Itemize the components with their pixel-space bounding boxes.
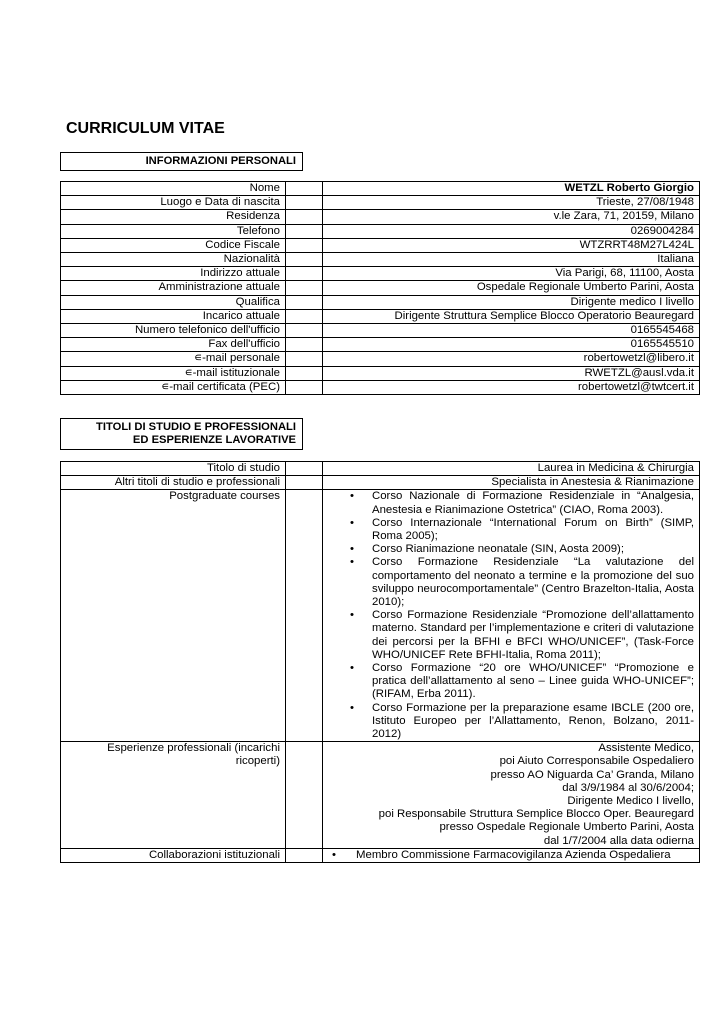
list-item: • Corso Formazione per la preparazione esame IBCLE (200 ore, Istituto Europeo per l’Allattamento, Renon, Bolzano, 2011-2012) — [372, 702, 694, 742]
row-value: Ospedale Regionale Umberto Parini, Aosta — [323, 281, 700, 295]
row-value: Dirigente Struttura Semplice Blocco Operatorio Beauregard — [323, 309, 700, 323]
spacer-cell — [286, 338, 323, 352]
row-label: Nazionalità — [61, 253, 286, 267]
list-item: • Corso Formazione Residenziale “Promozione dell’allattamento materno. Standard per l’implementazione e criteri di valutazione dei percorsi per la BFHI e BFCI WHO/UNICEF”, (Task-Force WHO/UNICEF Rete BFHI-Italia, Roma 2011); — [372, 609, 694, 662]
experience-line: poi Responsabile Struttura Semplice Blocco Oper. Beauregard — [378, 808, 694, 821]
studies-table — [60, 461, 700, 863]
spacer-cell — [286, 182, 323, 196]
row-label: Postgraduate courses — [61, 490, 286, 742]
row-value: Italiana — [323, 253, 700, 267]
list-item: • Corso Nazionale di Formazione Residenziale in “Analgesia, Anestesia e Rianimazione Ostetrica” (CIAO, Roma 2003). — [372, 490, 694, 516]
list-item: • Corso Formazione Residenziale “La valutazione del comportamento del neonato a termine e la promozione del suo sviluppo neurocomportamentale” (Centro Brazelton-Italia, Aosta 2010); — [372, 556, 694, 609]
list-item: • Membro Commissione Farmacovigilanza Azienda Ospedaliera — [356, 849, 694, 862]
row-label: Numero telefonico dell'ufficio — [61, 324, 286, 338]
table-row — [61, 210, 700, 224]
spacer-cell — [286, 352, 323, 366]
experience-line: presso AO Niguarda Ca’ Granda, Milano — [490, 768, 694, 781]
row-label: Luogo e Data di nascita — [61, 196, 286, 210]
spacer-cell — [286, 267, 323, 281]
table-row — [61, 352, 700, 366]
table-row — [61, 196, 700, 210]
section-header-personal — [60, 152, 303, 171]
row-label: Esperienze professionali (incarichi ricoperti) — [61, 742, 286, 849]
row-value: robertowetzl@libero.it — [323, 352, 700, 366]
table-row — [61, 281, 700, 295]
collab-list — [326, 849, 694, 862]
row-label: Collaborazioni istituzionali — [61, 848, 286, 862]
courses-cell — [323, 490, 700, 742]
spacer-cell — [286, 295, 323, 309]
table-row — [61, 490, 700, 742]
table-row — [61, 462, 700, 476]
row-label: Altri titoli di studio e professionali — [61, 476, 286, 490]
row-label: ∊-mail certificata (PEC) — [61, 380, 286, 394]
experience-line: dal 3/9/1984 al 30/6/2004; — [562, 781, 694, 794]
row-value: WTZRRT48M27L424L — [323, 238, 700, 252]
table-row — [61, 848, 700, 862]
spacer-cell — [286, 281, 323, 295]
spacer-cell — [286, 196, 323, 210]
courses-list — [326, 490, 694, 741]
row-value: 0165545468 — [323, 324, 700, 338]
spacer-cell — [286, 210, 323, 224]
spacer-cell — [286, 476, 323, 490]
row-value: Laurea in Medicina & Chirurgia — [323, 462, 700, 476]
table-row — [61, 238, 700, 252]
row-value: v.le Zara, 71, 20159, Milano — [323, 210, 700, 224]
row-value: robertowetzl@twtcert.it — [323, 380, 700, 394]
section-header-personal-text: INFORMAZIONI PERSONALI — [145, 155, 296, 167]
spacer-cell — [286, 462, 323, 476]
spacer-cell — [286, 366, 323, 380]
personal-info-table — [60, 181, 700, 395]
experience-line: presso Ospedale Regionale Umberto Parini, Aosta — [439, 821, 694, 834]
table-row — [61, 295, 700, 309]
row-label: Telefono — [61, 224, 286, 238]
row-label: ∊-mail istituzionale — [61, 366, 286, 380]
row-value: 0165545510 — [323, 338, 700, 352]
experience-line: Assistente Medico, — [598, 742, 694, 755]
row-label: Titolo di studio — [61, 462, 286, 476]
spacer-cell — [286, 380, 323, 394]
row-label: Residenza — [61, 210, 286, 224]
row-label: Fax dell'ufficio — [61, 338, 286, 352]
spacer-cell — [286, 324, 323, 338]
row-label: ∊-mail personale — [61, 352, 286, 366]
spacer-cell — [286, 848, 323, 862]
collab-cell — [323, 848, 700, 862]
table-row — [61, 253, 700, 267]
row-value: Via Parigi, 68, 11100, Aosta — [323, 267, 700, 281]
table-row — [61, 267, 700, 281]
row-value: 0269004284 — [323, 224, 700, 238]
row-value: Trieste, 27/08/1948 — [323, 196, 700, 210]
row-label: Nome — [61, 182, 286, 196]
experience-line: dal 1/7/2004 alla data odierna — [543, 834, 694, 847]
experience-line: poi Aiuto Corresponsabile Ospedaliero — [499, 755, 694, 768]
table-row — [61, 742, 700, 849]
spacer-cell — [286, 742, 323, 849]
table-row — [61, 324, 700, 338]
row-label: Amministrazione attuale — [61, 281, 286, 295]
row-label: Incarico attuale — [61, 309, 286, 323]
table-row — [61, 224, 700, 238]
row-value: Specialista in Anestesia & Rianimazione — [323, 476, 700, 490]
row-label: Indirizzo attuale — [61, 267, 286, 281]
row-value: RWETZL@ausl.vda.it — [323, 366, 700, 380]
table-row — [61, 366, 700, 380]
table-row — [61, 380, 700, 394]
page-title: CURRICULUM VITAE — [66, 120, 225, 137]
table-row — [61, 338, 700, 352]
row-value: WETZL Roberto Giorgio — [323, 182, 700, 196]
section-header-studies-line2: ED ESPERIENZE LAVORATIVE — [132, 434, 296, 446]
row-label: Qualifica — [61, 295, 286, 309]
row-value: Dirigente medico I livello — [323, 295, 700, 309]
section-header-studies — [60, 418, 303, 450]
list-item: • Corso Internazionale “International Forum on Birth” (SIMP, Roma 2005); — [372, 517, 694, 543]
table-row — [61, 309, 700, 323]
row-label: Codice Fiscale — [61, 238, 286, 252]
experience-line: Dirigente Medico I livello, — [567, 795, 694, 808]
spacer-cell — [286, 224, 323, 238]
section-header-studies-line1: TITOLI DI STUDIO E PROFESSIONALI — [96, 421, 296, 433]
experience-cell — [323, 742, 700, 849]
spacer-cell — [286, 253, 323, 267]
table-row — [61, 476, 700, 490]
list-item: • Corso Rianimazione neonatale (SIN, Aosta 2009); — [372, 543, 694, 556]
table-row — [61, 182, 700, 196]
spacer-cell — [286, 490, 323, 742]
list-item: • Corso Formazione “20 ore WHO/UNICEF” “Promozione e pratica dell’allattamento al seno – Linee guida WHO-UNICEF”; (RIFAM, Erba 2011). — [372, 662, 694, 702]
spacer-cell — [286, 309, 323, 323]
spacer-cell — [286, 238, 323, 252]
